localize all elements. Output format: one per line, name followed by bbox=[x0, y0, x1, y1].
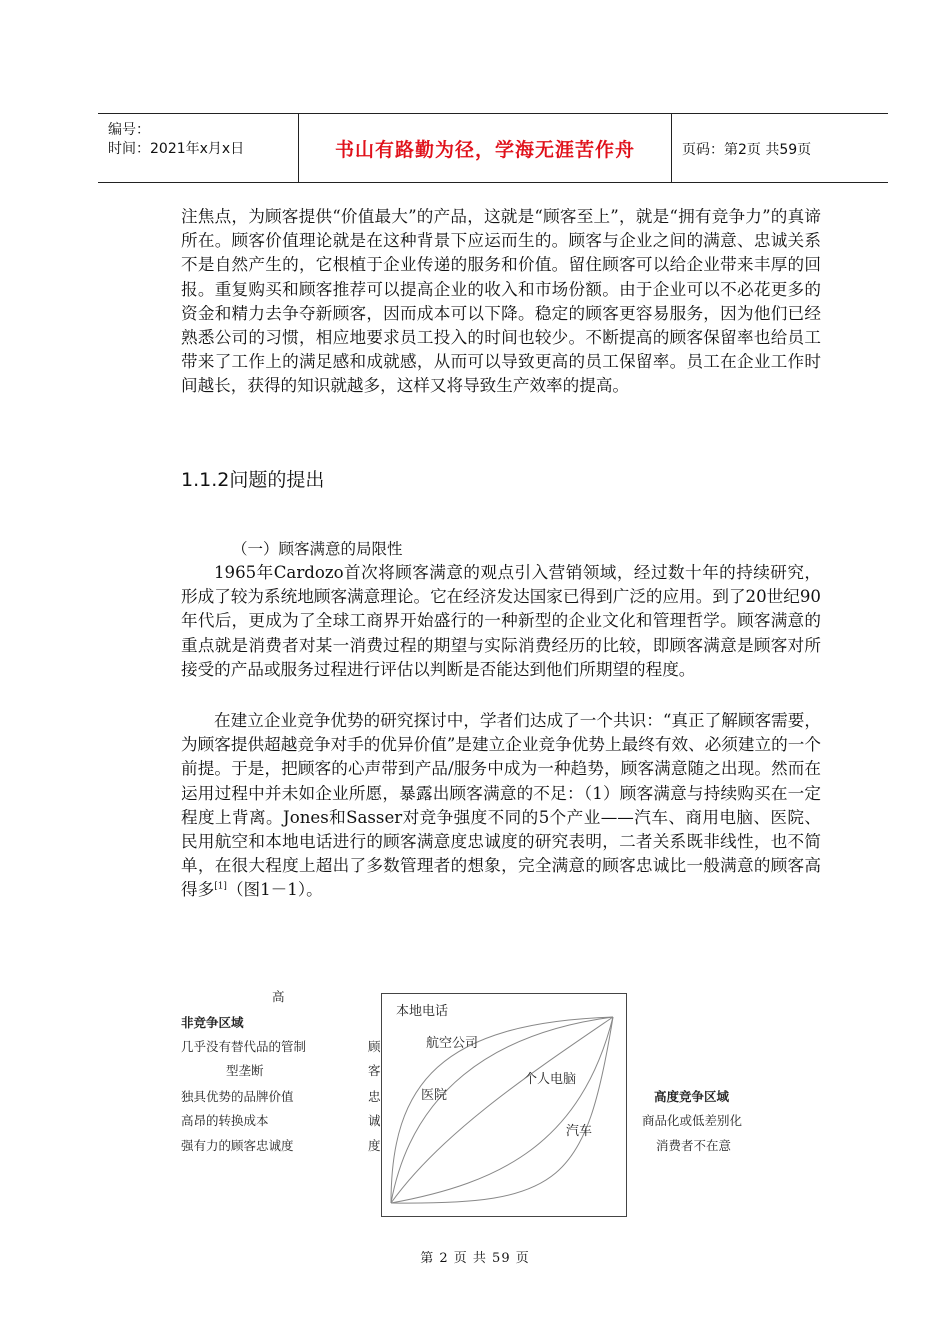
number-label: 编号： bbox=[108, 122, 150, 138]
curve-label-hospital: 医院 bbox=[421, 1088, 448, 1103]
header-motto: 书山有路勤为径，学海无涯苦作舟 bbox=[334, 139, 635, 161]
paragraph-2: 1965年Cardozo首次将顾客满意的观点引入营销领域，经过数十年的持续研究，形成了较为系统地顾客满意理论。它在经济发达国家已得到广泛的应用。到了20世纪90年代后，更成为了全球工商界开始盛行的一种新型的企业文化和管理哲学。顾客满意的重点就是消费者对某一消费过程的期望与实际消费经历的比较，即顾客满意是顾客对所接受的产品或服务过程进行评估以判断是否能达到他们所期望的程度。 bbox=[181, 563, 821, 679]
paragraph-3 bbox=[181, 709, 821, 903]
page-header bbox=[98, 113, 888, 183]
section-heading: 1.1.2问题的提出 bbox=[181, 469, 325, 491]
citation-ref: [1] bbox=[214, 881, 227, 892]
page-footer: 第 2 页 共 59 页 bbox=[420, 1251, 530, 1266]
curve-label-auto: 汽车 bbox=[566, 1124, 593, 1139]
curve-label-local-phone: 本地电话 bbox=[396, 1004, 449, 1019]
axis-char: 顾 bbox=[368, 1039, 381, 1054]
paragraph-1: 注焦点，为顾客提供“价值最大”的产品，这就是“顾客至上”，就是“拥有竞争力”的真谛所在。顾客价值理论就是在这种背景下应运而生的。顾客与企业之间的满意、忠诚关系不是自然产生的，它根植于企业传递的服务和价值。留住顾客可以给企业带来丰厚的回报。重复购买和顾客推荐可以提高企业的收入和市场份额。由于企业可以不必花更多的资金和精力去争夺新顾客，因而成本可以下降。稳定的顾客更容易服务，因为他们已经熟悉公司的习惯，相应地要求员工投入的时间也较少。不断提高的顾客保留率也给员工带来了工作上的满足感和成就感，从而可以导致更高的员工保留率。员工在企业工作时间越长，获得的知识就越多，这样又将导致生产效率的提高。 bbox=[181, 207, 821, 396]
header-page-cell bbox=[672, 114, 888, 182]
right-zone-item: 商品化或低差别化 bbox=[642, 1113, 743, 1128]
axis-char: 忠 bbox=[368, 1089, 381, 1104]
left-zone-item: 强有力的顾客忠诚度 bbox=[181, 1138, 294, 1153]
curve-hospital bbox=[391, 1017, 613, 1203]
left-zone-title: 非竞争区域 bbox=[181, 1015, 244, 1030]
left-zone-item: 高昂的转换成本 bbox=[181, 1113, 269, 1128]
curve-pc bbox=[391, 1017, 613, 1203]
curve-local-phone bbox=[391, 1017, 613, 1203]
curve-airline bbox=[391, 1017, 613, 1203]
axis-char: 诚 bbox=[368, 1113, 381, 1128]
axis-char: 度 bbox=[368, 1138, 381, 1153]
curve-chart-frame bbox=[381, 993, 627, 1217]
paragraph-3-text: 在建立企业竞争优势的研究探讨中，学者们达成了一个共识：“真正了解顾客需要，为顾客提供超越竞争对手的优异价值”是建立企业竞争优势上最终有效、必须建立的一个前提。于是，把顾客的心声带到产品/服务中成为一种趋势，顾客满意随之出现。然而在运用过程中并未如企业所愿，暴露出顾客满意的不足：（1）顾客满意与持续购买在一定程度上背离。Jones和Sasser对竞争强度不同的5个产业——汽车、商用电脑、医院、民用航空和本地电话进行的顾客满意度忠诚度的研究表明，二者关系既非线性，也不简单，在很大程度上超出了多数管理者的想象，完全满意的顾客忠诚比一般满意的顾客高得多 bbox=[181, 711, 821, 900]
time-label: 时间：2021年x月x日 bbox=[108, 141, 245, 157]
header-meta-cell bbox=[98, 114, 299, 182]
curve-chart bbox=[381, 993, 627, 1217]
left-zone-item: 几乎没有替代品的管制 bbox=[181, 1039, 307, 1054]
header-motto-cell bbox=[299, 114, 672, 182]
curve-label-pc: 个人电脑 bbox=[524, 1072, 577, 1087]
curve-auto bbox=[391, 1017, 613, 1203]
paragraph-3-tail: （图1－1）。 bbox=[226, 880, 323, 900]
left-zone-item: 独具优势的品牌价值 bbox=[181, 1089, 294, 1104]
page-number-label: 页码：第2页 共59页 bbox=[682, 142, 812, 158]
left-zone-item: 型垄断 bbox=[226, 1063, 264, 1078]
subsection-heading: （一）顾客满意的局限性 bbox=[232, 540, 403, 558]
high-label: 高 bbox=[272, 989, 285, 1004]
right-zone-item: 消费者不在意 bbox=[656, 1138, 732, 1153]
curve-label-airline: 航空公司 bbox=[426, 1036, 479, 1051]
right-zone-title: 高度竞争区域 bbox=[654, 1089, 730, 1104]
axis-char: 客 bbox=[368, 1063, 381, 1078]
